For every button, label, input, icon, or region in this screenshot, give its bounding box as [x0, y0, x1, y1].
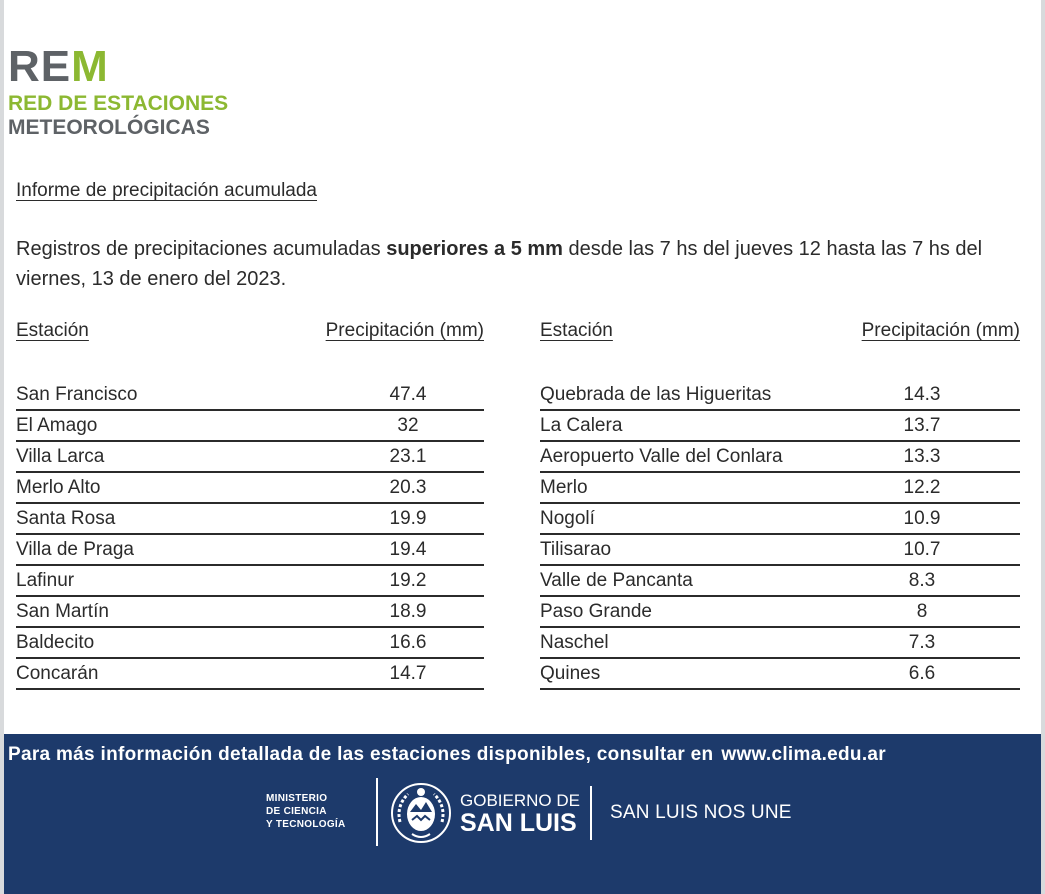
rem-logo	[8, 44, 228, 140]
table-row	[540, 411, 1020, 442]
table-row	[540, 535, 1020, 566]
footer-info	[8, 744, 886, 766]
footer-divider	[590, 786, 592, 840]
precip-value: 19.4	[389, 539, 427, 560]
precip-value: 12.2	[903, 477, 941, 498]
footer-url-link[interactable]: www.clima.edu.ar	[721, 744, 886, 765]
station-name: San Martín	[16, 601, 109, 622]
station-name: Merlo Alto	[16, 477, 101, 498]
precip-value: 7.3	[908, 632, 936, 653]
footer-divider	[376, 778, 378, 846]
report-sheet	[4, 0, 1041, 894]
station-name: Lafinur	[16, 570, 75, 591]
precip-value: 13.3	[903, 446, 941, 467]
precip-value: 14.3	[903, 384, 941, 405]
precip-value: 14.7	[389, 663, 427, 684]
gobierno-logo	[460, 792, 580, 836]
table-row	[16, 659, 484, 690]
ministry-line-1: MINISTERIO	[266, 793, 328, 804]
precip-value: 18.9	[389, 601, 427, 622]
san-luis-crest-icon	[390, 782, 452, 844]
station-name: Quines	[540, 663, 601, 684]
precip-value: 19.9	[389, 508, 427, 529]
table-left-header	[16, 320, 484, 350]
table-row	[16, 628, 484, 659]
header-station: Estación	[540, 320, 613, 341]
table-row	[540, 597, 1020, 628]
station-name: Quebrada de las Higueritas	[540, 384, 772, 405]
precip-value: 8	[916, 601, 928, 622]
table-row	[16, 535, 484, 566]
table-right	[540, 320, 1020, 690]
precip-value: 47.4	[389, 384, 427, 405]
intro-text-2: desde las 7 hs del jueves 12 hasta las 7 hs del viernes, 13 de enero del 2023.	[16, 238, 983, 290]
logo-acronym-m: M	[71, 42, 109, 91]
intro-text-bold: superiores a 5 mm	[386, 238, 563, 260]
table-row	[16, 473, 484, 504]
station-name: Aeropuerto Valle del Conlara	[540, 446, 783, 467]
station-name: Villa de Praga	[16, 539, 134, 560]
station-name: La Calera	[540, 415, 623, 436]
precip-value: 8.3	[908, 570, 936, 591]
precip-value: 19.2	[389, 570, 427, 591]
footer-slogan: SAN LUIS NOS UNE	[610, 802, 792, 823]
station-name: Nogolí	[540, 508, 595, 529]
table-row	[16, 442, 484, 473]
station-name: El Amago	[16, 415, 98, 436]
report-intro	[16, 234, 1006, 294]
table-row	[540, 659, 1020, 690]
table-left-rows	[16, 380, 484, 690]
station-name: Paso Grande	[540, 601, 652, 622]
station-name: Villa Larca	[16, 446, 105, 467]
ministry-line-2: DE CIENCIA	[266, 806, 327, 817]
gobierno-line-2: SAN LUIS	[460, 809, 577, 837]
station-name: Naschel	[540, 632, 609, 653]
footer-banner	[4, 734, 1041, 894]
table-row	[16, 504, 484, 535]
station-name: Santa Rosa	[16, 508, 116, 529]
intro-text-1: Registros de precipitaciones acumuladas	[16, 238, 387, 260]
precip-value: 32	[397, 415, 419, 436]
station-name: Tilisarao	[540, 539, 612, 560]
table-row	[540, 628, 1020, 659]
table-left	[16, 320, 484, 690]
table-right-header	[540, 320, 1020, 350]
precip-value: 10.9	[903, 508, 941, 529]
table-row	[540, 566, 1020, 597]
table-row	[16, 597, 484, 628]
station-name: Merlo	[540, 477, 588, 498]
table-row	[540, 473, 1020, 504]
ministry-logo	[266, 792, 346, 831]
table-right-rows	[540, 380, 1020, 690]
table-row	[540, 442, 1020, 473]
station-name: Valle de Pancanta	[540, 570, 693, 591]
header-precipitation: Precipitación (mm)	[861, 320, 1020, 341]
report-title: Informe de precipitación acumulada	[16, 180, 318, 201]
precip-value: 6.6	[908, 663, 936, 684]
station-name: Concarán	[16, 663, 99, 684]
logo-line-2: METEOROLÓGICAS	[8, 116, 210, 139]
header-precipitation: Precipitación (mm)	[325, 320, 484, 341]
table-row	[16, 566, 484, 597]
logo-line-1: RED DE ESTACIONES	[8, 92, 229, 115]
logo-acronym-re: RE	[8, 42, 72, 91]
logo-acronym	[8, 44, 228, 90]
station-name: San Francisco	[16, 384, 138, 405]
table-row	[540, 504, 1020, 535]
precip-value: 16.6	[389, 632, 427, 653]
precip-value: 23.1	[389, 446, 427, 467]
table-row	[16, 411, 484, 442]
table-row	[540, 380, 1020, 411]
precip-value: 13.7	[903, 415, 941, 436]
footer-info-text: Para más información detallada de las estaciones disponibles, consultar en	[8, 744, 714, 765]
ministry-line-3: Y TECNOLOGÍA	[266, 819, 346, 830]
precip-value: 20.3	[389, 477, 427, 498]
table-row	[16, 380, 484, 411]
station-name: Baldecito	[16, 632, 95, 653]
gobierno-line-1: GOBIERNO DE	[460, 791, 580, 810]
header-station: Estación	[16, 320, 89, 341]
precip-value: 10.7	[903, 539, 941, 560]
